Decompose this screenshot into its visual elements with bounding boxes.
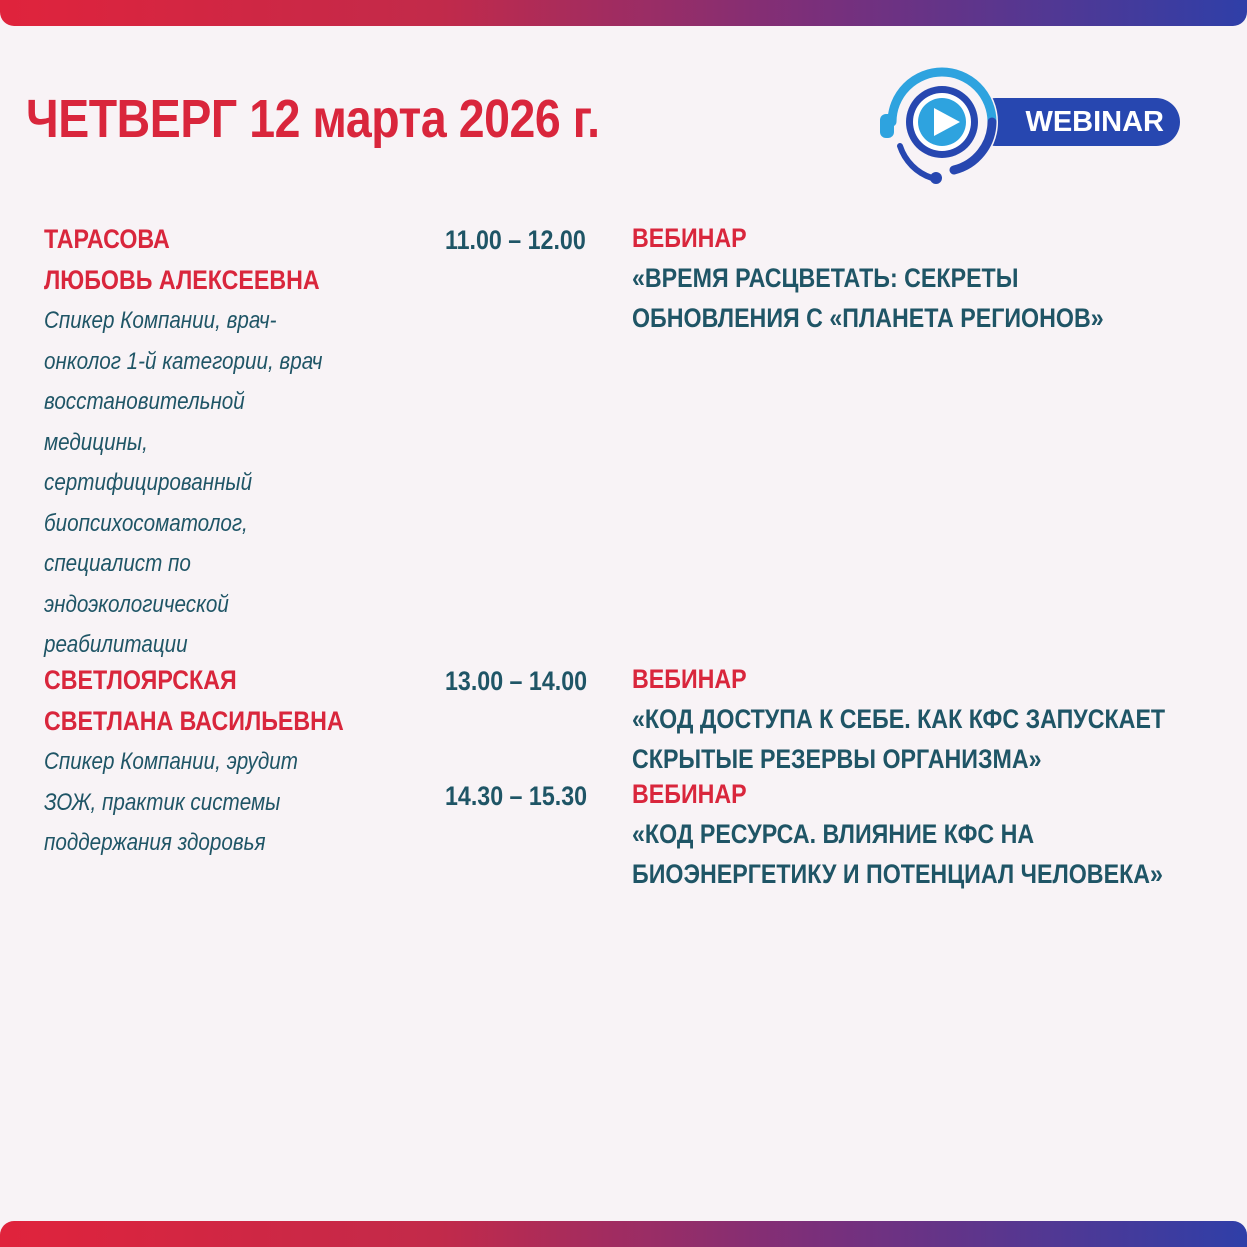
speaker-description: онколог 1-й категории, врач <box>44 347 323 375</box>
speaker-description: ЗОЖ, практик системы <box>44 788 281 816</box>
speaker-description: восстановительной <box>44 388 245 415</box>
session-title: «КОД ДОСТУПА К СЕБЕ. КАК КФС ЗАПУСКАЕТ <box>632 704 1166 734</box>
session-block <box>632 775 1247 894</box>
speaker-description: реабилитации <box>44 631 188 658</box>
speaker-description: поддержания здоровья <box>44 829 266 856</box>
speaker-card <box>44 660 393 864</box>
top-gradient-bar <box>0 0 1247 26</box>
speaker-card <box>44 219 368 666</box>
speaker-description: сертифицированный <box>44 469 253 496</box>
speaker-description: специалист по <box>44 550 191 577</box>
session-title: «КОД РЕСУРСА. ВЛИЯНИЕ КФС НА <box>632 819 1035 849</box>
session-title: БИОЭНЕРГЕТИКУ И ПОТЕНЦИАЛ ЧЕЛОВЕКА» <box>632 859 1163 889</box>
speaker-name: СВЕТЛАНА ВАСИЛЬЕВНА <box>44 706 344 736</box>
session-block <box>632 660 1247 779</box>
session-block <box>632 219 1180 338</box>
session-time: 11.00 – 12.00 <box>445 225 586 255</box>
speaker-description: эндоэкологической <box>44 590 229 618</box>
session-label: ВЕБИНАР <box>632 223 747 253</box>
session-label: ВЕБИНАР <box>632 779 747 809</box>
speaker-description: Спикер Компании, врач- <box>44 307 277 334</box>
play-headset-icon <box>874 58 1014 190</box>
session-label: ВЕБИНАР <box>632 664 747 694</box>
session-title: СКРЫТЫЕ РЕЗЕРВЫ ОРГАНИЗМА» <box>632 744 1042 774</box>
session-title: ОБНОВЛЕНИЯ С «ПЛАНЕТА РЕГИОНОВ» <box>632 303 1104 333</box>
speaker-name: ТАРАСОВА <box>44 224 170 254</box>
speaker-description: биопсихосоматолог, <box>44 509 248 537</box>
session-time: 13.00 – 14.00 <box>445 666 588 696</box>
webinar-logo <box>874 58 1184 190</box>
bottom-gradient-bar <box>0 1221 1247 1247</box>
speaker-name: СВЕТЛОЯРСКАЯ <box>44 665 237 695</box>
speaker-description: медицины, <box>44 428 148 456</box>
session-time: 14.30 – 15.30 <box>445 781 588 811</box>
session-title: «ВРЕМЯ РАСЦВЕТАТЬ: СЕКРЕТЫ <box>632 263 1019 293</box>
page-title: ЧЕТВЕРГ 12 марта 2026 г. <box>26 89 600 149</box>
webinar-logo-text: WEBINAR <box>972 98 1180 146</box>
speaker-description: Спикер Компании, эрудит <box>44 748 298 775</box>
speaker-name: ЛЮБОВЬ АЛЕКСЕЕВНА <box>44 265 320 295</box>
